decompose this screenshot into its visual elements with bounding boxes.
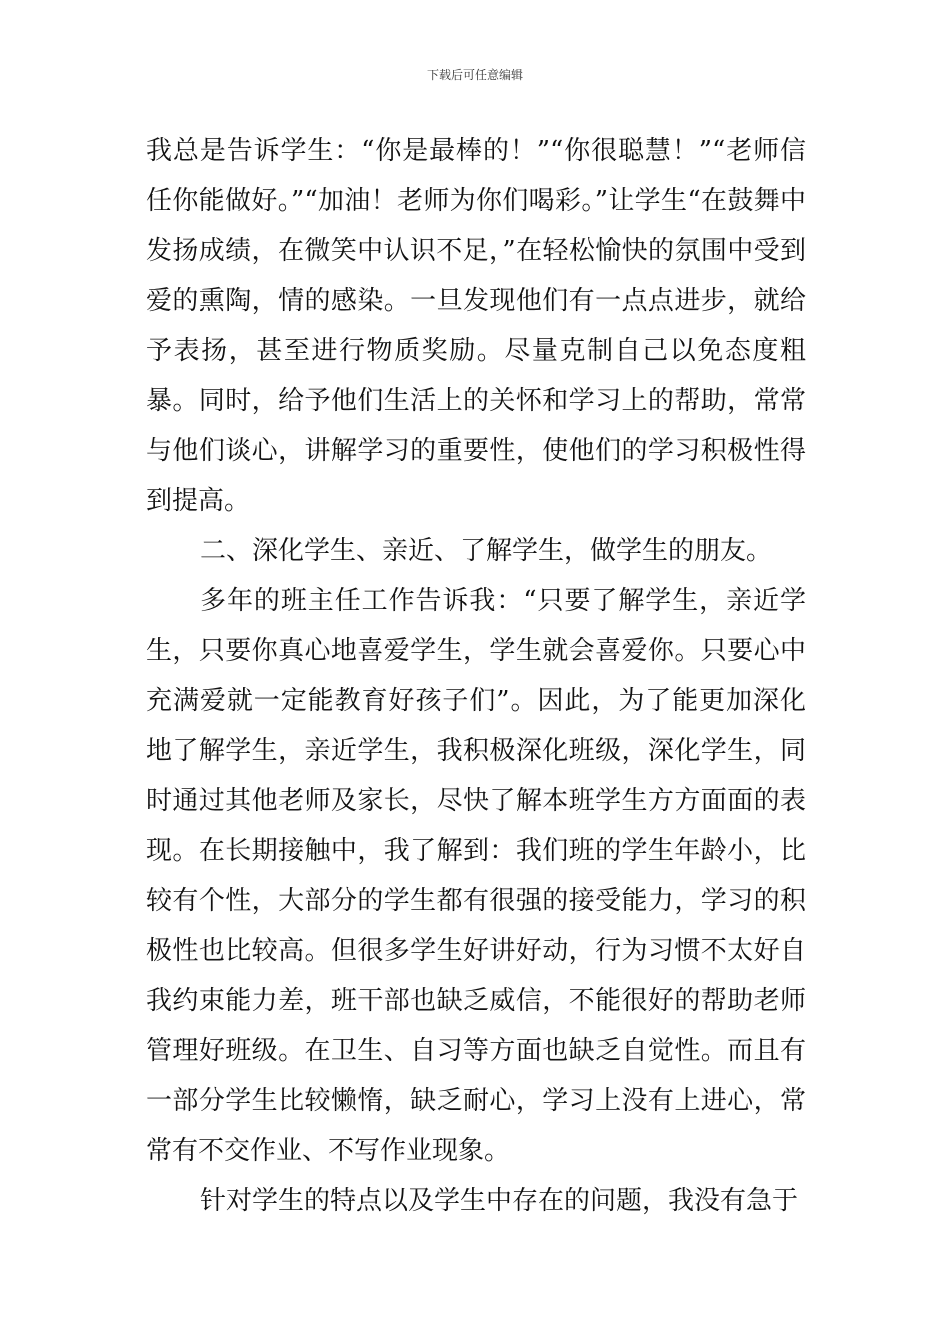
paragraph-response: 针对学生的特点以及学生中存在的问题，我没有急于 — [200, 1186, 799, 1216]
paragraph-understanding: 多年的班主任工作告诉我：“只要了解学生，亲近学生，只要你真心地喜爱学生，学生就会喜爱你。只要心中充满爱就一定能教育好孩子们”。因此，为了能更加深化地了解学生，亲近学生，我积极深化班级，深化学生，同时通过其他老师及家长，尽快了解本班学生方方面面的表现。在长期接触中，我了解到：我们班的学生年龄小，比较有个性，大部分的学生都有很强的接受能力，学习的积极性也比较高。但很多学生好讲好动，行为习惯不太好自我约束能力差，班干部也缺乏威信，不能很好的帮助老师管理好班级。在卫生、自习等方面也缺乏自觉性。而且有一部分学生比较懒惰，缺乏耐心，学习上没有上进心，常常有不交作业、不写作业现象。 — [146, 586, 806, 1166]
section-heading: 二、深化学生、亲近、了解学生，做学生的朋友。 — [200, 536, 773, 566]
document-body — [146, 126, 806, 1226]
paragraph-praise: 我总是告诉学生：“你是最棒的！”“你很聪慧！”“老师信任你能做好。”“加油！老师为你们喝彩。”让学生“在鼓舞中发扬成绩，在微笑中认识不足，”在轻松愉快的氛围中受到爱的熏陶，情的感染。一旦发现他们有一点点进步，就给予表扬，甚至进行物质奖励。尽量克制自己以免态度粗暴。同时，给予他们生活上的关怀和学习上的帮助，常常与他们谈心，讲解学习的重要性，使他们的学习积极性得到提高。 — [146, 136, 806, 516]
header-note: 下载后可任意编辑 — [426, 68, 523, 82]
